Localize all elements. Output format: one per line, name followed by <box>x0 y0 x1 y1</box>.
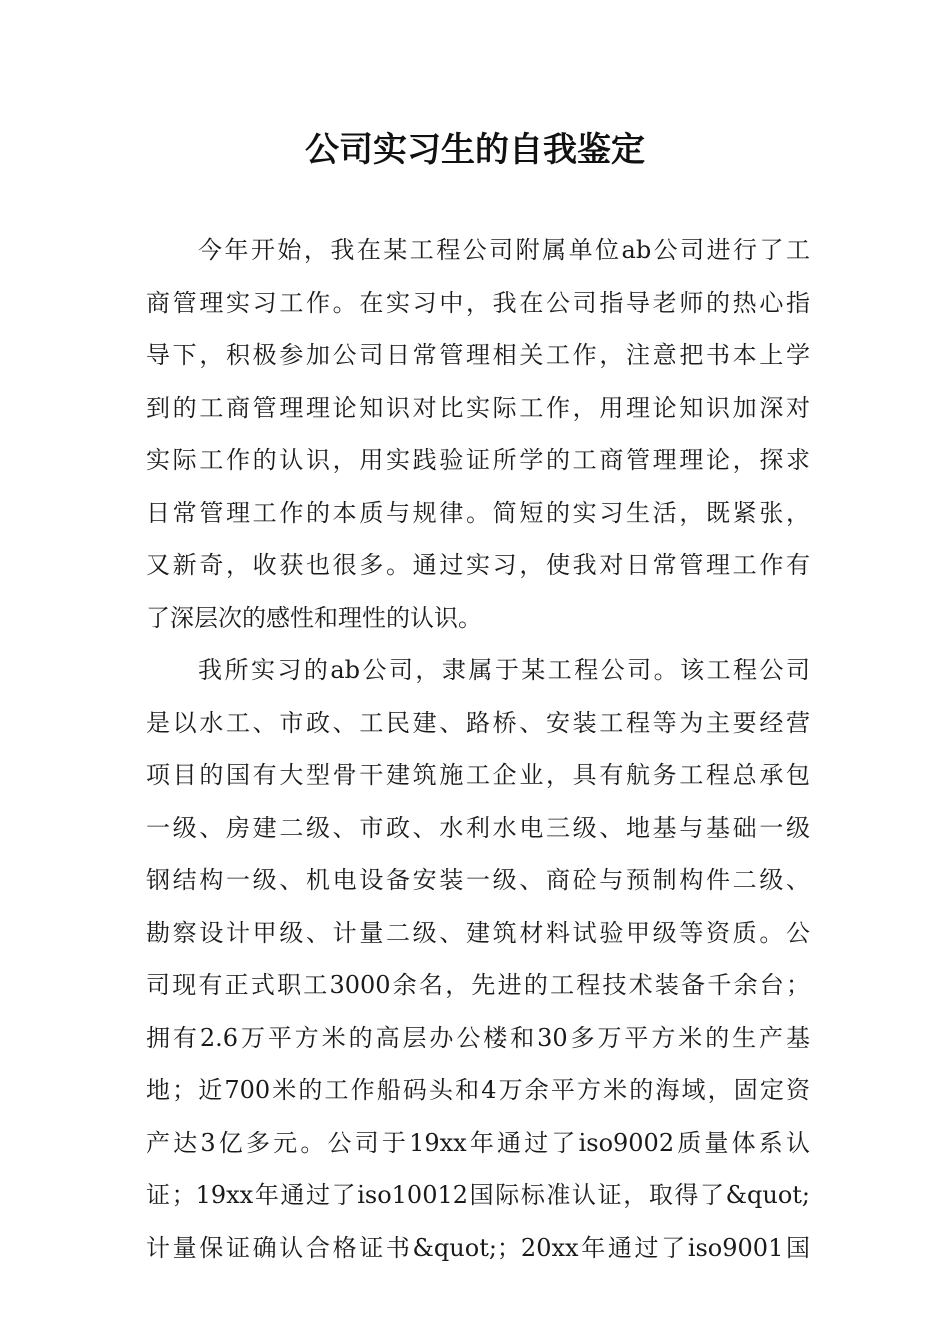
text-line: 计量保证确认合格证书&quot;；20xx年通过了iso9001国 <box>146 1233 810 1262</box>
paragraph-2 <box>146 644 810 1274</box>
text-line: 我所实习的ab公司，隶属于某工程公司。该工程公司 <box>198 656 810 684</box>
document-title: 公司实习生的自我鉴定 <box>305 130 645 170</box>
text-line: 项目的国有大型骨干建筑施工企业，具有航务工程总承包 <box>146 761 810 789</box>
text-line: 司现有正式职工3000余名，先进的工程技术装备千余台； <box>146 971 810 999</box>
text-line: 导下，积极参加公司日常管理相关工作，注意把书本上学 <box>146 341 810 369</box>
text-line: 地；近700米的工作船码头和4万余平方米的海域，固定资 <box>146 1076 810 1104</box>
text-line: 日常管理工作的本质与规律。简短的实习生活，既紧张， <box>146 498 810 527</box>
text-line: 实际工作的认识，用实践验证所学的工商管理理论，探求 <box>146 446 810 474</box>
text-line: 拥有2.6万平方米的高层办公楼和30多万平方米的生产基 <box>146 1023 810 1052</box>
text-line: 到的工商管理理论知识对比实际工作，用理论知识加深对 <box>146 393 810 422</box>
text-line: 钢结构一级、机电设备安装一级、商砼与预制构件二级、 <box>146 866 810 894</box>
document-body <box>146 224 810 1274</box>
text-line: 是以水工、市政、工民建、路桥、安装工程等为主要经营 <box>146 708 810 737</box>
text-line: 勘察设计甲级、计量二级、建筑材料试验甲级等资质。公 <box>146 918 810 947</box>
text-line: 产达3亿多元。公司于19xx年通过了iso9002质量体系认 <box>146 1128 810 1157</box>
text-line: 又新奇，收获也很多。通过实习，使我对日常管理工作有 <box>146 551 810 579</box>
text-line: 商管理实习工作。在实习中，我在公司指导老师的热心指 <box>146 288 810 317</box>
text-line: 一级、房建二级、市政、水利水电三级、地基与基础一级 <box>146 813 810 842</box>
text-line: 了深层次的感性和理性的认识。 <box>146 603 482 632</box>
text-line: 证；19xx年通过了iso10012国际标准认证，取得了&quot; <box>146 1181 810 1209</box>
text-line: 今年开始，我在某工程公司附属单位ab公司进行了工 <box>198 236 810 264</box>
paragraph-1 <box>146 224 810 644</box>
